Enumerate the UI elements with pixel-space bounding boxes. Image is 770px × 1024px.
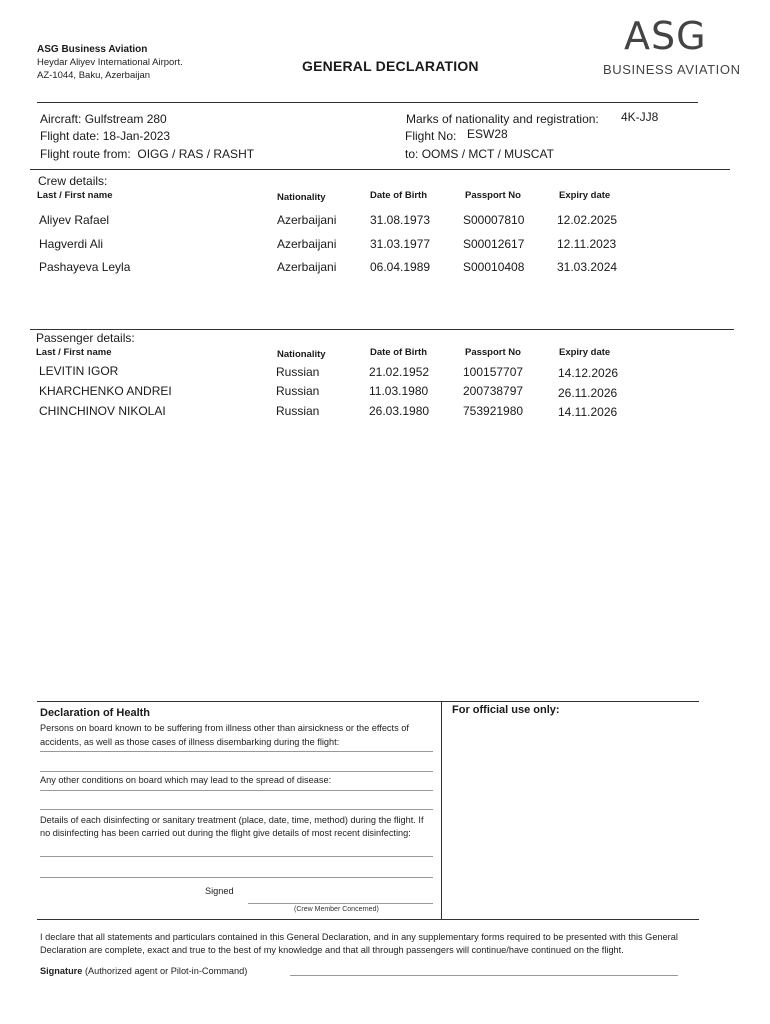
crew-row-dob: 31.08.1973 [370, 213, 431, 227]
passenger-row-name: CHINCHINOV NIKOLAI [39, 404, 166, 418]
crew-row-expiry: 12.02.2025 [557, 213, 618, 227]
company-address-line1: Heydar Aliyev International Airport. [37, 57, 183, 68]
passenger-header-passport: Passport No [465, 347, 521, 358]
registration-value: 4K-JJ8 [621, 110, 659, 124]
declaration-text: I declare that all statements and particulars contained in this General Declaration, and in any supplementary forms required to be presented with this General Declaration are complete, exact and true to the best of my knowledge and that all through passengers will continue/have continued on the flight. [40, 932, 678, 955]
health-question-disease: Any other conditions on board which may lead to the spread of disease: [40, 775, 332, 785]
crew-section-divider [30, 169, 730, 170]
passenger-row-name: LEVITIN IGOR [39, 364, 119, 378]
route-to-row [405, 147, 554, 161]
aircraft-value: Gulfstream 280 [84, 112, 167, 126]
crew-row-name: Hagverdi Ali [39, 237, 104, 251]
crew-row-dob: 06.04.1989 [370, 260, 431, 274]
crew-row-name: Aliyev Rafael [39, 213, 110, 227]
crew-signature-line[interactable] [248, 903, 433, 904]
crew-row-expiry: 12.11.2023 [557, 237, 617, 251]
passenger-row-expiry: 26.11.2026 [558, 386, 618, 400]
health-top-rule [37, 701, 699, 702]
answer-line [40, 856, 433, 857]
flight-no-label: Flight No: [405, 129, 457, 143]
signature-line[interactable] [290, 975, 678, 976]
signature-label: Signature [40, 966, 83, 976]
official-use-divider [441, 701, 442, 919]
passenger-row-passport: 200738797 [463, 384, 524, 398]
health-title: Declaration of Health [40, 707, 151, 719]
crew-row-nationality: Azerbaijani [277, 260, 337, 274]
answer-line [40, 771, 433, 772]
signature-row [40, 966, 247, 976]
crew-header-dob: Date of Birth [370, 190, 427, 201]
marks-label: Marks of nationality and registration: [406, 112, 599, 126]
crew-header-expiry: Expiry date [559, 190, 611, 201]
crew-row-expiry: 31.03.2024 [557, 260, 618, 274]
crew-row-dob: 31.03.1977 [370, 237, 431, 251]
crew-row-passport: S00007810 [463, 213, 525, 227]
passenger-row-nationality: Russian [276, 384, 320, 398]
passenger-row-expiry: 14.11.2026 [558, 405, 618, 419]
answer-line [40, 751, 433, 752]
signature-note: (Authorized agent or Pilot-in-Command) [84, 966, 248, 976]
passenger-header-expiry: Expiry date [559, 347, 611, 358]
passenger-header-dob: Date of Birth [370, 347, 427, 358]
passenger-row-passport: 100157707 [463, 365, 524, 379]
passenger-row-passport: 753921980 [463, 404, 524, 418]
route-from-value: OIGG / RAS / RASHT [137, 147, 255, 161]
passenger-header-nationality: Nationality [277, 349, 326, 360]
official-use-label: For official use only: [452, 704, 560, 716]
health-question-illness: Persons on board known to be suffering from illness other than airsickness or the effects of accidents, as well as those cases of illness disembarking during the flight: [40, 723, 409, 747]
signed-label: Signed [205, 886, 234, 896]
passenger-row-nationality: Russian [276, 365, 320, 379]
logo-subtitle: BUSINESS AVIATION [603, 62, 741, 77]
passenger-section-label: Passenger details: [36, 331, 135, 345]
answer-line [40, 790, 433, 791]
header-divider [37, 102, 698, 103]
document-title: GENERAL DECLARATION [302, 58, 479, 74]
health-bottom-rule [37, 919, 699, 920]
answer-line [40, 809, 433, 810]
crew-row-passport: S00012617 [463, 237, 525, 251]
crew-header-passport: Passport No [465, 190, 521, 201]
passenger-section-divider [30, 329, 734, 330]
passenger-row-dob: 11.03.1980 [369, 384, 429, 398]
crew-section-label: Crew details: [38, 174, 108, 188]
company-address-line2: AZ-1044, Baku, Azerbaijan [37, 70, 151, 81]
flight-date-label: Flight date: [40, 129, 100, 143]
passenger-row-expiry: 14.12.2026 [558, 366, 619, 380]
route-from-label: Flight route from: [40, 147, 131, 161]
company-name: ASG Business Aviation [37, 44, 148, 55]
crew-row-passport: S00010408 [463, 260, 525, 274]
passenger-header-name: Last / First name [36, 347, 112, 358]
crew-header-nationality: Nationality [277, 192, 326, 203]
flight-date-row [40, 129, 170, 143]
aircraft-label: Aircraft: [40, 112, 82, 126]
crew-row-name: Pashayeva Leyla [39, 260, 131, 274]
answer-line [40, 877, 433, 878]
health-question-disinfecting: Details of each disinfecting or sanitary treatment (place, date, time, method) during the flight. If no disinfecting has been carried out during the flight give details of most recent disinfecting: [40, 815, 424, 838]
flight-no-value: ESW28 [467, 127, 508, 141]
logo-mark: ASG [624, 14, 707, 58]
flight-date-value: 18-Jan-2023 [102, 129, 171, 143]
crew-member-note: (Crew Member Concerned) [294, 906, 379, 913]
passenger-row-dob: 21.02.1952 [369, 365, 430, 379]
route-to-label: to: [405, 147, 419, 161]
route-from-row [40, 147, 254, 161]
passenger-row-dob: 26.03.1980 [369, 404, 430, 418]
passenger-row-name: KHARCHENKO ANDREI [39, 384, 172, 398]
aircraft-row [40, 112, 167, 126]
crew-row-nationality: Azerbaijani [277, 213, 337, 227]
route-to-value: OOMS / MCT / MUSCAT [421, 147, 554, 161]
crew-header-name: Last / First name [37, 190, 113, 201]
passenger-row-nationality: Russian [276, 404, 320, 418]
crew-row-nationality: Azerbaijani [277, 237, 337, 251]
